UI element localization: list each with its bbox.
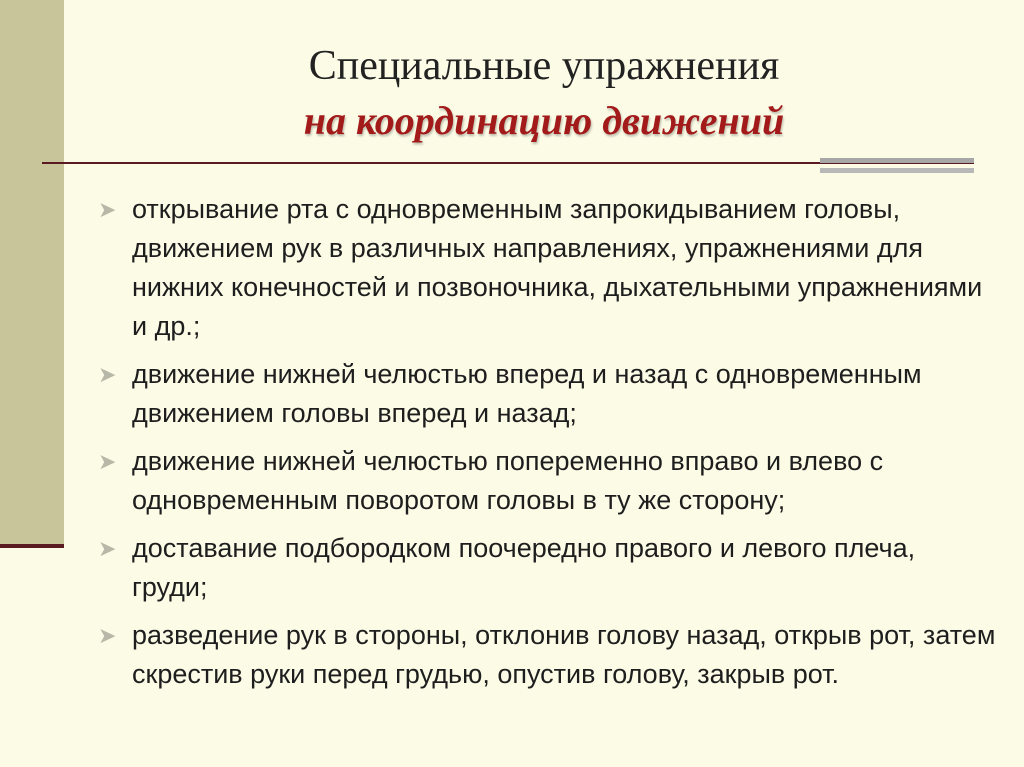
bullet-item	[98, 190, 998, 346]
bullet-item	[98, 355, 998, 433]
title-main: Специальные упражнения	[308, 43, 780, 89]
title-subtitle: на координацию движений	[303, 98, 785, 143]
arrow-bullet-icon: ➤	[98, 362, 117, 387]
bullet-text: открывание рта с одновременным запрокидыванием головы, движением рук в различных направлениях, упражнениями для нижних конечностей и позвоночника, дыхательными упражнениями и др.;	[132, 194, 983, 341]
bullet-list	[98, 190, 998, 703]
title-divider-accent	[820, 158, 974, 178]
arrow-bullet-icon: ➤	[98, 623, 117, 648]
arrow-bullet-icon: ➤	[98, 197, 117, 222]
arrow-bullet-icon: ➤	[98, 449, 117, 474]
bullet-text: разведение рук в стороны, отклонив голову назад, открыв рот, затем скрестив руки перед грудью, опустив голову, закрыв рот.	[132, 620, 996, 689]
side-accent-band	[0, 0, 64, 547]
bullet-item	[98, 529, 998, 607]
side-accent-line	[0, 544, 64, 548]
bullet-item	[98, 442, 998, 520]
slide-title	[64, 40, 1024, 146]
arrow-bullet-icon: ➤	[98, 536, 117, 561]
bullet-text: движение нижней челюстью вперед и назад с одновременным движением головы вперед и назад;	[132, 359, 922, 428]
bullet-text: доставание подбородком поочередно правого и левого плеча, груди;	[132, 533, 916, 602]
bullet-text: движение нижней челюстью попеременно вправо и влево с одновременным поворотом головы в ту же сторону;	[132, 446, 884, 515]
bullet-item	[98, 616, 998, 694]
